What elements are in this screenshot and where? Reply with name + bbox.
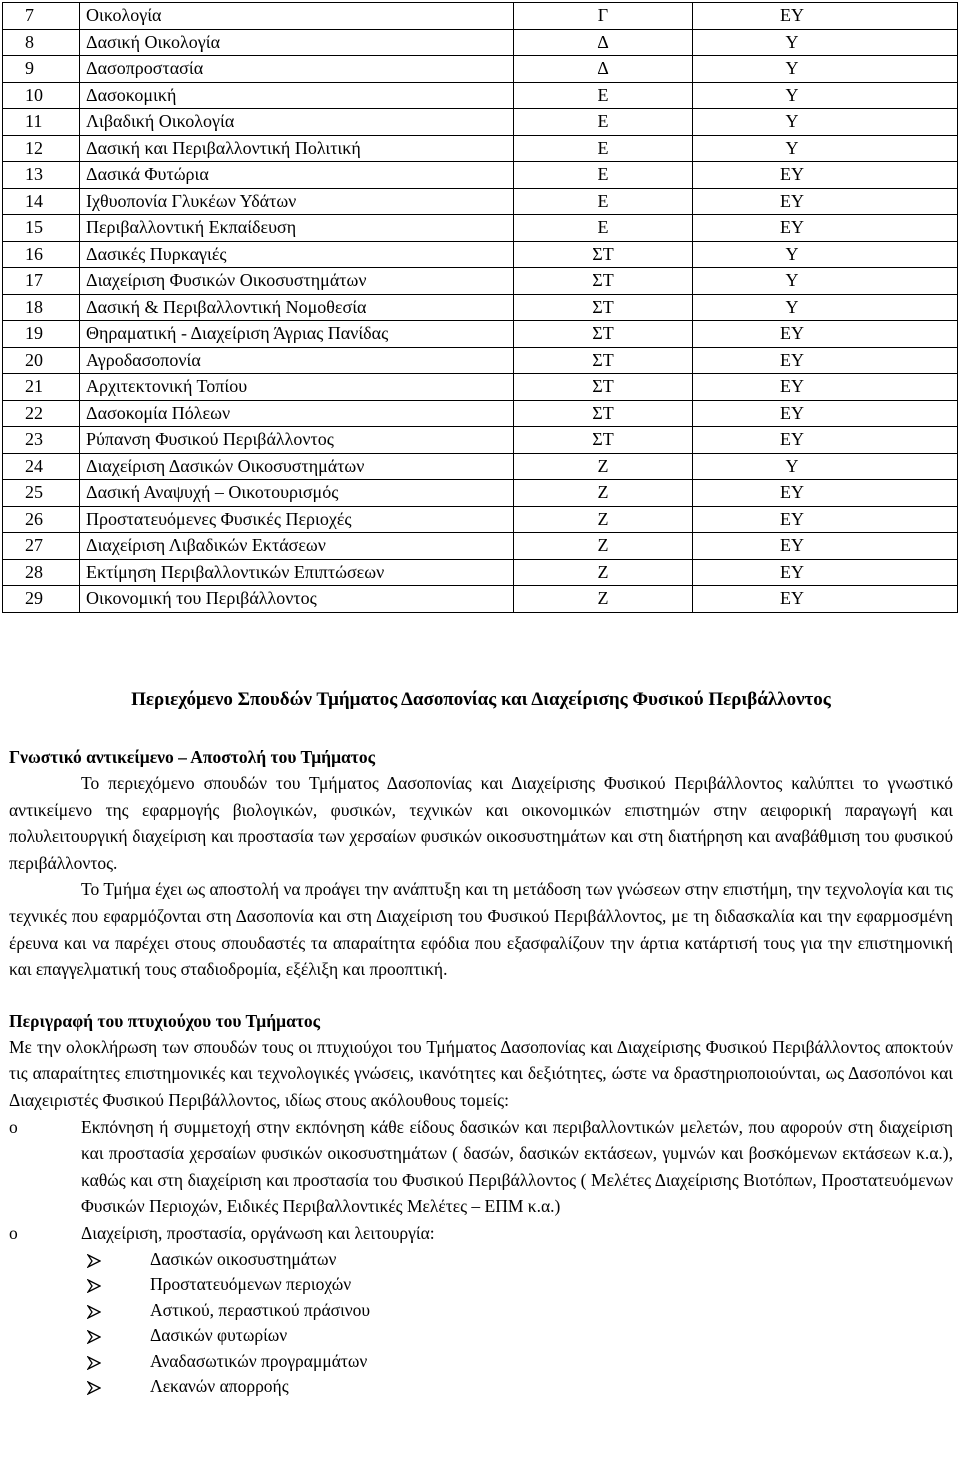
course-title-cell: Δασική Αναψυχή – Οικοτουρισμός — [80, 480, 514, 507]
course-title-cell: Δασική & Περιβαλλοντική Νομοθεσία — [80, 294, 514, 321]
table-row — [3, 294, 958, 321]
table-row — [3, 29, 958, 56]
sublist-item — [9, 1247, 953, 1273]
paragraph-mission: Το Τμήμα έχει ως αποστολή να προάγει την ανάπτυξη και τη μετάδοση των γνώσεων στην επιστήμη, την τεχνολογία και τις τεχνικές που εφαρμόζονται στη Δασοπονία και στη Διαχείριση του Φυσικού Περιβάλλοντος, με τη διδασκαλία και την εφαρμοσμένη έρευνα και να παρέχει στους σπουδαστές τα απαραίτητα εφόδια που εξασφαλίζουν την άρτια κατάρτισή τους για την επιστημονική και επαγγελματική τους σταδιοδρομία, εξέλιξη και προοπτική. — [9, 879, 953, 980]
paragraph-graduate-intro: Με την ολοκλήρωση των σπουδών τους οι πτυχιούχοι του Τμήματος Δασοπονίας και Διαχείρισης Φυσικού Περιβάλλοντος αποκτούν τις απαραίτητες επιστημονικές και τεχνολογικές γνώσεις, ικανότητες και δεξιότητες, ώστε να δραστηριοποιούνται, ως Δασοπόνοι και Διαχειριστές Φυσικού Περιβάλλοντος, ιδίως στους ακόλουθους τομείς: — [9, 1036, 953, 1110]
course-semester-cell: Ε — [514, 215, 693, 242]
arrowhead-bullet-icon — [87, 1254, 101, 1268]
course-title-cell: Δασικά Φυτώρια — [80, 162, 514, 189]
section-heading-graduate: Περιγραφή του πτυχιούχου του Τμήματος — [9, 1010, 321, 1031]
course-number-cell: 9 — [3, 56, 80, 83]
course-semester-cell: Ζ — [514, 586, 693, 613]
course-number-cell: 27 — [3, 533, 80, 560]
course-number-cell: 15 — [3, 215, 80, 242]
course-type-cell: Υ — [693, 29, 958, 56]
table-row — [3, 241, 958, 268]
course-number-cell: 16 — [3, 241, 80, 268]
course-title-cell: Δασικές Πυρκαγιές — [80, 241, 514, 268]
course-type-cell: Υ — [693, 241, 958, 268]
course-semester-cell: ΣΤ — [514, 241, 693, 268]
course-title-cell: Δασική και Περιβαλλοντική Πολιτική — [80, 135, 514, 162]
course-number-cell: 24 — [3, 453, 80, 480]
course-semester-cell: ΣΤ — [514, 294, 693, 321]
sublist-item-text: Λεκανών απορροής — [150, 1376, 289, 1396]
course-type-cell: ΕΥ — [693, 188, 958, 215]
sublist-item — [9, 1298, 953, 1324]
table-row — [3, 188, 958, 215]
course-title-cell: Δασοπροστασία — [80, 56, 514, 83]
course-number-cell: 7 — [3, 3, 80, 30]
sublist-item-text: Αναδασωτικών προγραμμάτων — [150, 1350, 368, 1371]
course-title-cell: Περιβαλλοντική Εκπαίδευση — [80, 215, 514, 242]
course-title-cell: Οικολογία — [80, 3, 514, 30]
arrowhead-bullet-icon — [87, 1279, 101, 1293]
sublist-item-text: Αστικού, περαστικού πράσινου — [150, 1299, 371, 1320]
course-type-cell: Υ — [693, 56, 958, 83]
table-row — [3, 215, 958, 242]
table-row — [3, 3, 958, 30]
course-number-cell: 28 — [3, 559, 80, 586]
course-semester-cell: Ζ — [514, 533, 693, 560]
list-item-text: Εκπόνηση ή συμμετοχή στην εκπόνηση κάθε είδους δασικών και περιβαλλοντικών μελετών, που αφορούν στη διαχείριση και προστασία χερσαίων φυσικών οικοσυστημάτων ( δασών, δασικών εκτάσεων, γυμνών και βοσκόμενων εκτάσεων κ.α.), καθώς και στη διαχείριση και προστασία του Φυσικού Περιβάλλοντος ( Μελέτες Διαχείρισης Βιοτόπων, Προστατευόμενων Φυσικών Περιοχών, Ειδικές Περιβαλλοντικές Μελέτες – ΕΠΜ κ.α.) — [81, 1116, 953, 1217]
table-row — [3, 400, 958, 427]
course-semester-cell: Ε — [514, 162, 693, 189]
course-type-cell: ΕΥ — [693, 533, 958, 560]
course-number-cell: 29 — [3, 586, 80, 613]
course-type-cell: ΕΥ — [693, 162, 958, 189]
courses-table — [2, 2, 958, 613]
course-type-cell: Υ — [693, 109, 958, 136]
management-sublist — [9, 1247, 953, 1400]
arrowhead-bullet-icon — [87, 1305, 101, 1319]
course-number-cell: 21 — [3, 374, 80, 401]
table-row — [3, 374, 958, 401]
course-semester-cell: ΣΤ — [514, 427, 693, 454]
course-semester-cell: ΣΤ — [514, 347, 693, 374]
arrowhead-bullet-icon — [87, 1381, 101, 1395]
course-number-cell: 14 — [3, 188, 80, 215]
course-title-cell: Ιχθυοπονία Γλυκέων Υδάτων — [80, 188, 514, 215]
course-number-cell: 13 — [3, 162, 80, 189]
table-row — [3, 453, 958, 480]
course-title-cell: Διαχείριση Δασικών Οικοσυστημάτων — [80, 453, 514, 480]
table-row — [3, 162, 958, 189]
sublist-item — [9, 1323, 953, 1349]
course-title-cell: Δασοκομική — [80, 82, 514, 109]
course-type-cell: ΕΥ — [693, 321, 958, 348]
table-row — [3, 506, 958, 533]
table-row — [3, 347, 958, 374]
course-type-cell: ΕΥ — [693, 586, 958, 613]
course-type-cell: ΕΥ — [693, 427, 958, 454]
sublist-item — [9, 1349, 953, 1375]
arrowhead-bullet-icon — [87, 1330, 101, 1344]
course-title-cell: Διαχείριση Λιβαδικών Εκτάσεων — [80, 533, 514, 560]
course-number-cell: 11 — [3, 109, 80, 136]
course-number-cell: 26 — [3, 506, 80, 533]
sublist-item-text: Δασικών φυτωρίων — [150, 1325, 288, 1345]
course-title-cell: Ρύπανση Φυσικού Περιβάλλοντος — [80, 427, 514, 454]
sublist-item-text: Προστατευόμενων περιοχών — [150, 1274, 352, 1294]
course-type-cell: Υ — [693, 135, 958, 162]
sectors-list — [9, 1114, 953, 1247]
course-title-cell: Οικονομική του Περιβάλλοντος — [80, 586, 514, 613]
list-item-text: Διαχείριση, προστασία, οργάνωση και λειτουργία: — [81, 1222, 435, 1243]
course-semester-cell: Ζ — [514, 453, 693, 480]
course-type-cell: Υ — [693, 453, 958, 480]
course-semester-cell: Ε — [514, 188, 693, 215]
course-semester-cell: ΣΤ — [514, 321, 693, 348]
list-item — [9, 1114, 953, 1220]
course-semester-cell: Ε — [514, 135, 693, 162]
course-number-cell: 10 — [3, 82, 80, 109]
course-number-cell: 20 — [3, 347, 80, 374]
course-title-cell: Δασοκομία Πόλεων — [80, 400, 514, 427]
course-semester-cell: ΣΤ — [514, 374, 693, 401]
course-semester-cell: Ζ — [514, 506, 693, 533]
course-semester-cell: Δ — [514, 56, 693, 83]
course-title-cell: Δασική Οικολογία — [80, 29, 514, 56]
course-type-cell: ΕΥ — [693, 506, 958, 533]
table-row — [3, 559, 958, 586]
table-row — [3, 533, 958, 560]
course-title-cell: Εκτίμηση Περιβαλλοντικών Επιπτώσεων — [80, 559, 514, 586]
course-type-cell: ΕΥ — [693, 347, 958, 374]
table-row — [3, 268, 958, 295]
courses-table-body — [3, 3, 958, 613]
course-number-cell: 17 — [3, 268, 80, 295]
course-semester-cell: ΣΤ — [514, 400, 693, 427]
document-content — [9, 688, 953, 1400]
table-row — [3, 480, 958, 507]
course-title-cell: Αγροδασοπονία — [80, 347, 514, 374]
course-type-cell: ΕΥ — [693, 400, 958, 427]
course-semester-cell: Ε — [514, 109, 693, 136]
table-row — [3, 586, 958, 613]
course-type-cell: Υ — [693, 268, 958, 295]
course-title-cell: Λιβαδική Οικολογία — [80, 109, 514, 136]
course-title-cell: Προστατευόμενες Φυσικές Περιοχές — [80, 506, 514, 533]
course-number-cell: 12 — [3, 135, 80, 162]
circle-bullet-icon: o — [9, 1116, 18, 1137]
course-title-cell: Θηραματική - Διαχείριση Άγριας Πανίδας — [80, 321, 514, 348]
list-item — [9, 1220, 953, 1247]
course-number-cell: 23 — [3, 427, 80, 454]
course-number-cell: 22 — [3, 400, 80, 427]
course-number-cell: 18 — [3, 294, 80, 321]
course-semester-cell: Ζ — [514, 480, 693, 507]
sublist-item — [9, 1272, 953, 1298]
table-row — [3, 82, 958, 109]
course-semester-cell: ΣΤ — [514, 268, 693, 295]
course-type-cell: ΕΥ — [693, 559, 958, 586]
course-type-cell: ΕΥ — [693, 215, 958, 242]
course-number-cell: 8 — [3, 29, 80, 56]
circle-bullet-icon: o — [9, 1222, 18, 1243]
table-row — [3, 321, 958, 348]
main-title: Περιεχόμενο Σπουδών Τμήματος Δασοπονίας και Διαχείρισης Φυσικού Περιβάλλοντος — [131, 689, 831, 710]
section-heading-mission: Γνωστικό αντικείμενο – Αποστολή του Τμήματος — [9, 747, 375, 767]
arrowhead-bullet-icon — [87, 1356, 101, 1370]
course-semester-cell: Γ — [514, 3, 693, 30]
table-row — [3, 135, 958, 162]
course-number-cell: 25 — [3, 480, 80, 507]
sublist-item — [9, 1374, 953, 1400]
course-type-cell: ΕΥ — [693, 3, 958, 30]
course-title-cell: Διαχείριση Φυσικών Οικοσυστημάτων — [80, 268, 514, 295]
sublist-item-text: Δασικών οικοσυστημάτων — [150, 1248, 337, 1269]
course-semester-cell: Ε — [514, 82, 693, 109]
course-semester-cell: Ζ — [514, 559, 693, 586]
paragraph-content: Το περιεχόμενο σπουδών του Τμήματος Δασοπονίας και Διαχείρισης Φυσικού Περιβάλλοντος καλύπτει το γνωστικό αντικείμενο της εφαρμογής βιολογικών, φυσικών, τεχνικών και οικονομικών επιστημών στην αειφορική παραγωγή και πολυλειτουργική διαχείριση και προστασία των χερσαίων φυσικών οικοσυστημάτων και στη διατήρηση και αναβάθμιση του φυσικού περιβάλλοντος. — [9, 773, 953, 873]
course-type-cell: ΕΥ — [693, 480, 958, 507]
table-row — [3, 427, 958, 454]
table-row — [3, 109, 958, 136]
table-row — [3, 56, 958, 83]
course-type-cell: Υ — [693, 294, 958, 321]
course-type-cell: Υ — [693, 82, 958, 109]
course-title-cell: Αρχιτεκτονική Τοπίου — [80, 374, 514, 401]
course-number-cell: 19 — [3, 321, 80, 348]
course-semester-cell: Δ — [514, 29, 693, 56]
course-type-cell: ΕΥ — [693, 374, 958, 401]
